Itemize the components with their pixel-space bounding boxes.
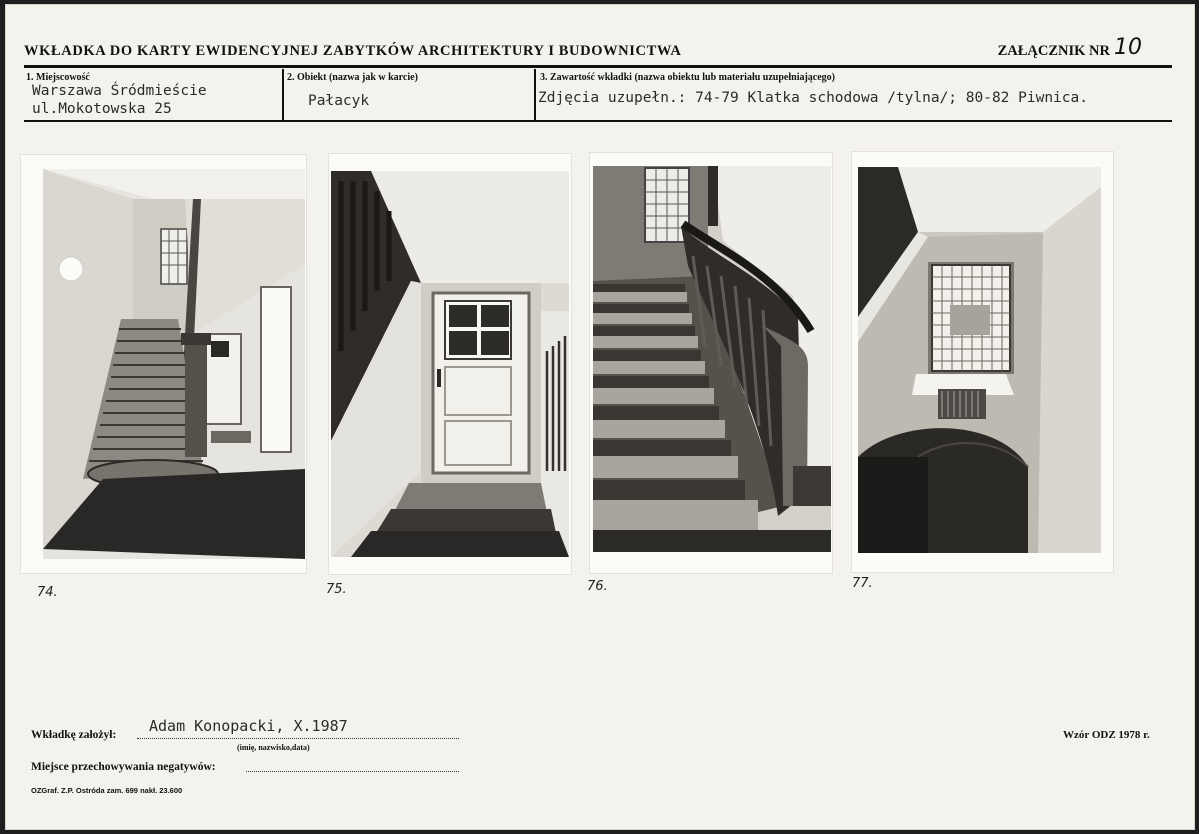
- locality-line2: ul.Mokotowska 25: [32, 101, 172, 117]
- annex-number: 10: [1114, 35, 1142, 60]
- founder-label: Wkładkę założył:: [31, 729, 117, 741]
- field-divider-2: [534, 69, 536, 121]
- photo-74: [21, 155, 306, 573]
- landing-window-photo: [858, 167, 1101, 553]
- photo-74-caption: 74.: [37, 585, 58, 600]
- negatives-label: Miejsce przechowywania negatywów:: [31, 761, 216, 773]
- field-divider-1: [282, 69, 284, 121]
- card-title: WKŁADKA DO KARTY EWIDENCYJNEJ ZABYTKÓW ARCHITEKTURY I BUDOWNICTWA: [24, 43, 682, 59]
- founder-hint: (imię, nazwisko,data): [237, 743, 310, 752]
- annex-label: ZAŁĄCZNIK NR: [997, 43, 1110, 59]
- founder-line: [137, 738, 459, 739]
- staircase-photo: [43, 169, 305, 559]
- form-reference: Wzór ODZ 1978 r.: [1063, 729, 1150, 741]
- contents-value: Zdjęcia uzupełn.: 74-79 Klatka schodowa /tylna/; 80-82 Piwnica.: [538, 90, 1088, 106]
- record-card: [5, 4, 1195, 830]
- photo-76-caption: 76.: [587, 579, 608, 594]
- locality-line1: Warszawa Śródmieście: [32, 83, 207, 99]
- fields-bottom-rule: [24, 120, 1172, 122]
- photo-77-caption: 77.: [852, 576, 873, 591]
- printer-info: OZGraf. Z.P. Ostróda zam. 699 nakł. 23.600: [31, 786, 183, 795]
- object-value: Pałacyk: [308, 93, 370, 109]
- photo-75: [329, 154, 571, 574]
- contents-label: 3. Zawartość wkładki (nazwa obiektu lub materiału uzupełniającego): [540, 72, 836, 83]
- locality-label: 1. Miejscowość: [26, 72, 90, 83]
- object-label: 2. Obiekt (nazwa jak w karcie): [287, 72, 418, 83]
- negatives-line: [246, 771, 459, 772]
- founder-value: Adam Konopacki, X.1987: [149, 717, 348, 735]
- header-rule: [24, 65, 1172, 68]
- stair-balustrade-photo: [593, 166, 831, 552]
- door-photo: [331, 171, 569, 557]
- photo-77: [852, 152, 1113, 572]
- photo-75-caption: 75.: [326, 582, 347, 597]
- photo-76: [590, 153, 832, 573]
